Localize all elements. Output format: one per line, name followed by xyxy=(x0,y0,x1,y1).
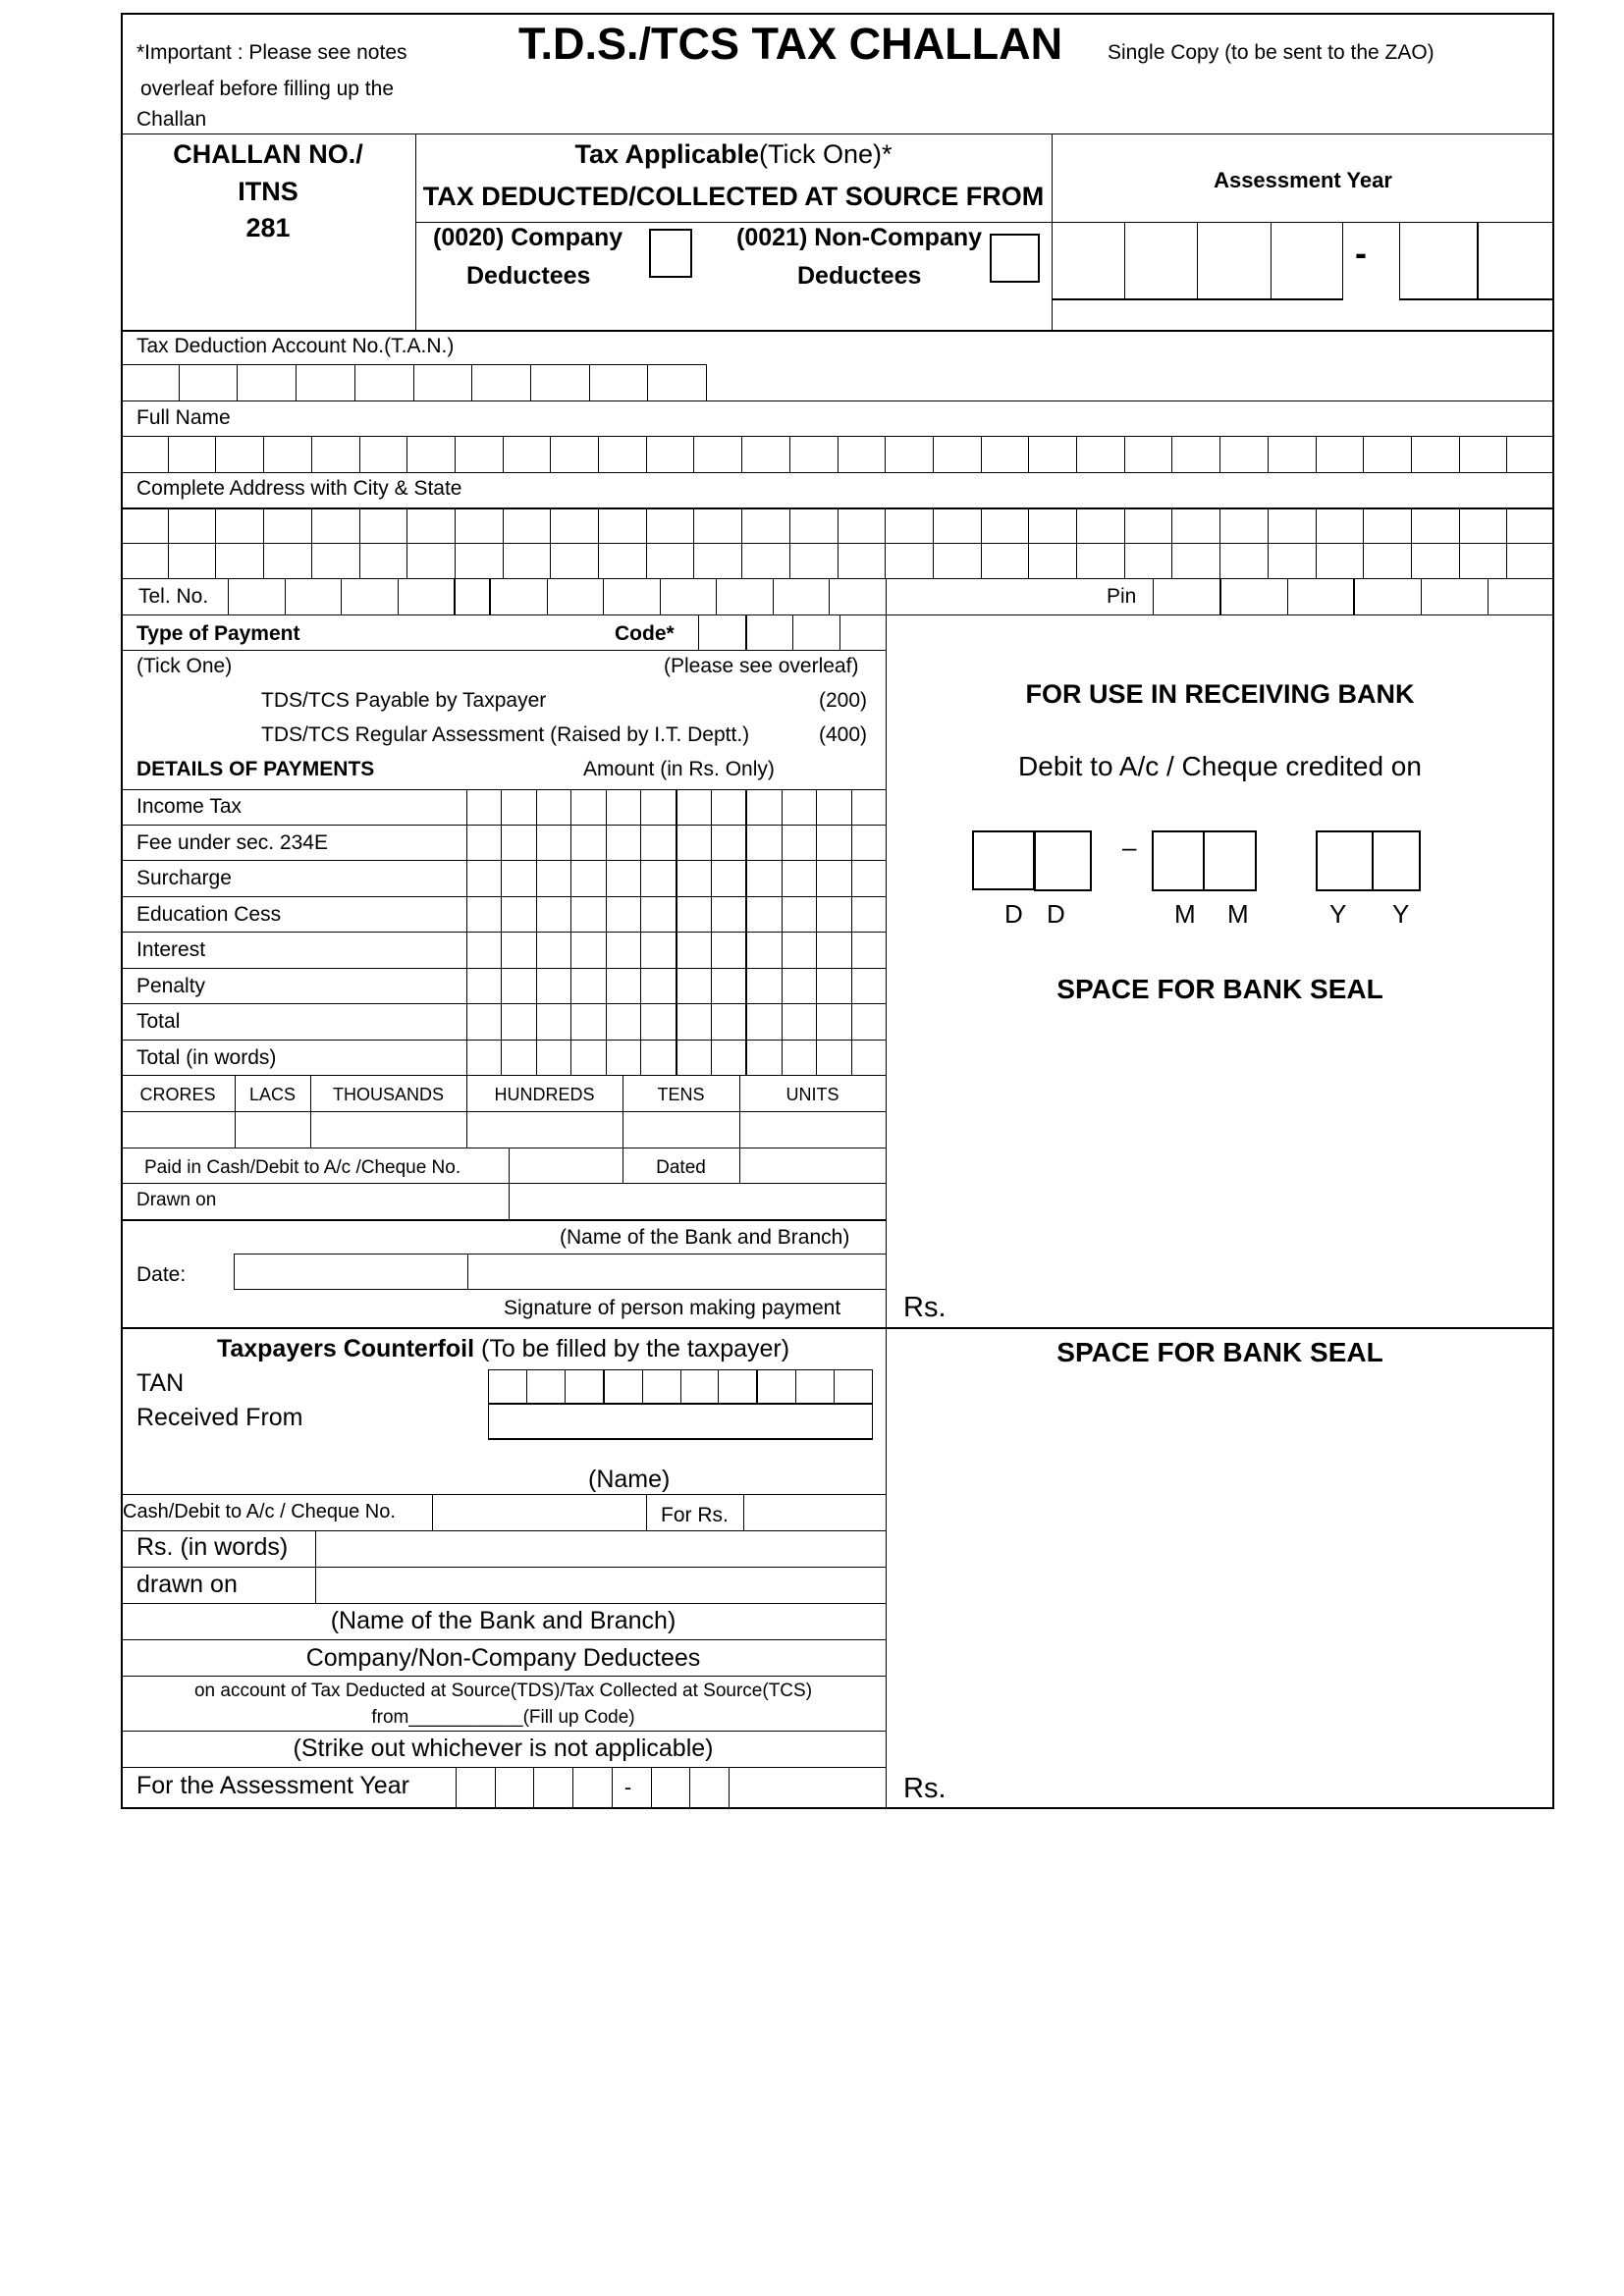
important-note-line1: *Important : Please see notes xyxy=(136,41,407,64)
challan-label-line1: CHALLAN NO./ xyxy=(173,139,363,169)
for-rs-input[interactable] xyxy=(743,1494,886,1530)
tens-input[interactable] xyxy=(623,1112,739,1148)
counterfoil-drawn-on-label: drawn on xyxy=(136,1571,238,1598)
divider xyxy=(121,400,1554,401)
words-col-hundreds: HUNDREDS xyxy=(494,1085,595,1104)
words-col-units: UNITS xyxy=(785,1085,839,1104)
payment-option-label[interactable]: TDS/TCS Regular Assessment (Raised by I.T. Deptt.) xyxy=(261,723,750,746)
date-day-box[interactable] xyxy=(1034,830,1092,891)
assessment-year-separator: - xyxy=(1355,233,1367,273)
divider xyxy=(886,578,887,614)
row-label: Surcharge xyxy=(136,867,232,889)
ay-digit-box[interactable] xyxy=(1477,222,1555,298)
see-overleaf-label: (Please see overleaf) xyxy=(664,655,859,677)
date-label: Date: xyxy=(136,1263,187,1286)
date-month-box[interactable] xyxy=(1152,830,1205,891)
date-letter: M xyxy=(1227,899,1249,929)
counterfoil-rs-label: Rs. xyxy=(903,1773,947,1804)
option-company-line1: (0020) Company xyxy=(433,224,623,251)
tan-char-box[interactable] xyxy=(296,364,354,400)
assessment-year-end-boxes[interactable] xyxy=(1399,222,1554,300)
divider xyxy=(1342,222,1343,300)
date-year-box[interactable] xyxy=(1372,830,1421,891)
important-note-line2: overleaf before filling up the xyxy=(140,78,394,100)
counterfoil-ay-boxes[interactable] xyxy=(456,1767,730,1808)
option-noncompany-line2: Deductees xyxy=(797,262,922,290)
amount-boxes[interactable] xyxy=(466,1004,886,1040)
divider xyxy=(121,133,1554,134)
units-input[interactable] xyxy=(739,1112,886,1148)
date-day-box[interactable] xyxy=(972,830,1035,890)
row-label: Penalty xyxy=(136,974,206,997)
total-in-words-grid xyxy=(121,1076,886,1148)
row-label: Total xyxy=(136,1010,181,1033)
address-line2-boxes[interactable] xyxy=(121,543,1554,578)
counterfoil-drawn-on-input[interactable] xyxy=(315,1567,886,1603)
table-row xyxy=(121,789,886,826)
payment-details-table xyxy=(121,789,886,1076)
date-letter: M xyxy=(1174,899,1196,929)
date-letter: D xyxy=(1004,899,1023,929)
counterfoil-heading xyxy=(121,1337,886,1362)
table-row xyxy=(121,969,886,1005)
words-col-tens: TENS xyxy=(657,1085,705,1104)
receiving-bank-heading: FOR USE IN RECEIVING BANK xyxy=(1025,679,1415,709)
divider xyxy=(121,1327,1554,1329)
tan-char-box[interactable] xyxy=(413,364,472,400)
table-row xyxy=(121,933,886,969)
challan-label-line2: ITNS xyxy=(238,177,298,206)
amount-boxes[interactable] xyxy=(466,897,886,933)
row-label: Education Cess xyxy=(136,902,282,926)
words-col-thousands: THOUSANDS xyxy=(332,1085,444,1104)
words-col-lacs: LACS xyxy=(248,1085,297,1104)
code-label: Code* xyxy=(615,622,675,645)
payment-option-code: (200) xyxy=(819,689,868,712)
tax-applicable-subheading: TAX DEDUCTED/COLLECTED AT SOURCE FROM xyxy=(422,182,1045,211)
date-year-box[interactable] xyxy=(1316,830,1374,891)
divider xyxy=(121,1603,886,1604)
tel-label: Tel. No. xyxy=(138,585,209,608)
amount-boxes[interactable] xyxy=(466,933,886,968)
tan-input-boxes[interactable] xyxy=(121,364,707,400)
amount-boxes[interactable] xyxy=(466,969,886,1004)
counterfoil-ay-label: For the Assessment Year xyxy=(136,1772,409,1799)
date-month-box[interactable] xyxy=(1203,830,1257,891)
divider xyxy=(646,1494,647,1530)
assessment-year-start-boxes[interactable] xyxy=(1052,222,1343,300)
divider xyxy=(121,1731,886,1732)
ay-digit-box[interactable] xyxy=(1197,222,1271,298)
date-input[interactable] xyxy=(234,1254,467,1290)
counterfoil-tan-boxes[interactable] xyxy=(488,1369,873,1405)
counterfoil-cheque-label: Cash/Debit to A/c / Cheque No. xyxy=(123,1501,396,1522)
pin-input-boxes[interactable] xyxy=(1153,578,1554,614)
noncompany-deductees-checkbox[interactable] xyxy=(990,234,1040,283)
divider xyxy=(121,650,886,651)
strike-out-label: (Strike out whichever is not applicable) xyxy=(293,1735,714,1762)
tan-char-box[interactable] xyxy=(530,364,589,400)
thousands-input[interactable] xyxy=(310,1112,466,1148)
drawn-on-input[interactable] xyxy=(509,1183,886,1219)
dated-input[interactable] xyxy=(739,1148,886,1183)
tax-applicable-heading-bold: Tax Applicable xyxy=(574,139,760,169)
address-line1-boxes[interactable] xyxy=(121,507,1554,543)
option-noncompany-line1: (0021) Non-Company xyxy=(736,224,983,251)
rs-in-words-input[interactable] xyxy=(315,1530,886,1567)
drawn-on-label: Drawn on xyxy=(136,1190,217,1210)
counterfoil-heading-normal: (To be filled by the taxpayer) xyxy=(481,1335,790,1362)
important-note-line3: Challan xyxy=(136,108,207,131)
amount-boxes[interactable] xyxy=(466,861,886,896)
row-label: Fee under sec. 234E xyxy=(136,830,328,854)
date-letter: D xyxy=(1047,899,1065,929)
row-label: Total (in words) xyxy=(136,1045,277,1069)
tan-char-box[interactable] xyxy=(471,364,530,400)
counterfoil-heading-bold: Taxpayers Counterfoil xyxy=(216,1335,475,1362)
account-line1: on account of Tax Deducted at Source(TDS)/Tax Collected at Source(TCS) xyxy=(193,1681,813,1701)
amount-heading: Amount (in Rs. Only) xyxy=(583,758,775,780)
pin-label: Pin xyxy=(1107,585,1137,608)
payment-option-label[interactable]: TDS/TCS Payable by Taxpayer xyxy=(261,689,547,712)
table-row xyxy=(121,1004,886,1041)
ay-digit-box[interactable] xyxy=(1271,222,1344,298)
payment-type-label: Type of Payment xyxy=(136,622,300,645)
received-from-label: Received From xyxy=(136,1404,303,1431)
divider xyxy=(121,1676,886,1677)
counterfoil-bank-seal-label: SPACE FOR BANK SEAL xyxy=(1056,1337,1383,1367)
tan-char-box[interactable] xyxy=(354,364,413,400)
payment-option-code: (400) xyxy=(819,723,868,746)
counterfoil-tan-label: TAN xyxy=(136,1369,185,1397)
tan-label: Tax Deduction Account No.(T.A.N.) xyxy=(136,335,455,357)
divider xyxy=(886,614,887,1809)
date-separator: – xyxy=(1122,832,1137,862)
company-deductees-checkbox[interactable] xyxy=(649,229,692,278)
copy-note: Single Copy (to be sent to the ZAO) xyxy=(1108,41,1435,64)
divider xyxy=(121,1639,886,1640)
date-letter: Y xyxy=(1329,899,1347,929)
counterfoil-cheque-input[interactable] xyxy=(432,1494,646,1530)
ay-digit-box[interactable] xyxy=(1400,222,1477,298)
amount-boxes[interactable] xyxy=(466,826,886,861)
address-label: Complete Address with City & State xyxy=(136,477,462,500)
ay-digit-box[interactable] xyxy=(1124,222,1198,298)
date-letter: Y xyxy=(1392,899,1410,929)
amount-boxes[interactable] xyxy=(466,789,886,825)
dated-label: Dated xyxy=(656,1157,706,1178)
crores-input[interactable] xyxy=(121,1112,235,1148)
for-rs-label: For Rs. xyxy=(661,1504,729,1526)
assessment-year-label: Assessment Year xyxy=(1214,168,1392,192)
counterfoil-ay-separator: - xyxy=(623,1775,632,1799)
amount-boxes[interactable] xyxy=(466,1041,886,1076)
tick-one-label: (Tick One) xyxy=(136,655,233,677)
full-name-label: Full Name xyxy=(136,406,231,429)
divider xyxy=(121,330,1554,332)
row-label: Income Tax xyxy=(136,795,242,818)
signature-input[interactable] xyxy=(467,1254,886,1290)
paid-in-label: Paid in Cash/Debit to A/c /Cheque No. xyxy=(144,1157,461,1178)
bank-seal-label: SPACE FOR BANK SEAL xyxy=(1056,974,1383,1004)
tax-applicable-heading-normal: (Tick One)* xyxy=(759,139,893,169)
tax-applicable-heading xyxy=(415,141,1052,168)
page-title: T.D.S./TCS TAX CHALLAN xyxy=(518,19,1063,69)
bank-rs-label: Rs. xyxy=(903,1292,947,1323)
tan-char-box[interactable] xyxy=(647,364,706,400)
divider xyxy=(121,472,1554,473)
counterfoil-bank-branch-label: (Name of the Bank and Branch) xyxy=(330,1607,677,1634)
payment-code-boxes[interactable] xyxy=(698,614,886,650)
rs-in-words-label: Rs. (in words) xyxy=(136,1533,289,1561)
bank-branch-label: (Name of the Bank and Branch) xyxy=(560,1226,850,1249)
deductees-label: Company/Non-Company Deductees xyxy=(305,1644,701,1672)
tan-char-box[interactable] xyxy=(121,364,179,400)
cheque-number-input[interactable] xyxy=(509,1148,623,1183)
divider xyxy=(415,222,1554,223)
name-caption: (Name) xyxy=(588,1466,671,1493)
tan-char-box[interactable] xyxy=(589,364,648,400)
row-label: Interest xyxy=(136,938,206,961)
tan-char-box[interactable] xyxy=(237,364,296,400)
challan-number: 281 xyxy=(245,213,291,242)
signature-label: Signature of person making payment xyxy=(504,1297,841,1319)
debit-credited-label: Debit to A/c / Cheque credited on xyxy=(1018,751,1422,781)
hundreds-input[interactable] xyxy=(466,1112,623,1148)
table-row xyxy=(121,826,886,862)
account-line2: from___________(Fill up Code) xyxy=(371,1707,635,1728)
tan-char-box[interactable] xyxy=(179,364,238,400)
tel-input-boxes[interactable] xyxy=(228,578,886,614)
full-name-input-boxes[interactable] xyxy=(121,436,1554,472)
ay-digit-box[interactable] xyxy=(1052,222,1124,298)
details-heading: DETAILS OF PAYMENTS xyxy=(136,758,375,780)
table-row xyxy=(121,861,886,897)
words-col-crores: CRORES xyxy=(139,1085,216,1104)
lacs-input[interactable] xyxy=(235,1112,310,1148)
table-row xyxy=(121,897,886,934)
divider xyxy=(121,1219,886,1221)
option-company-line2: Deductees xyxy=(466,262,591,290)
received-from-input[interactable] xyxy=(488,1405,873,1440)
table-row xyxy=(121,1041,886,1077)
